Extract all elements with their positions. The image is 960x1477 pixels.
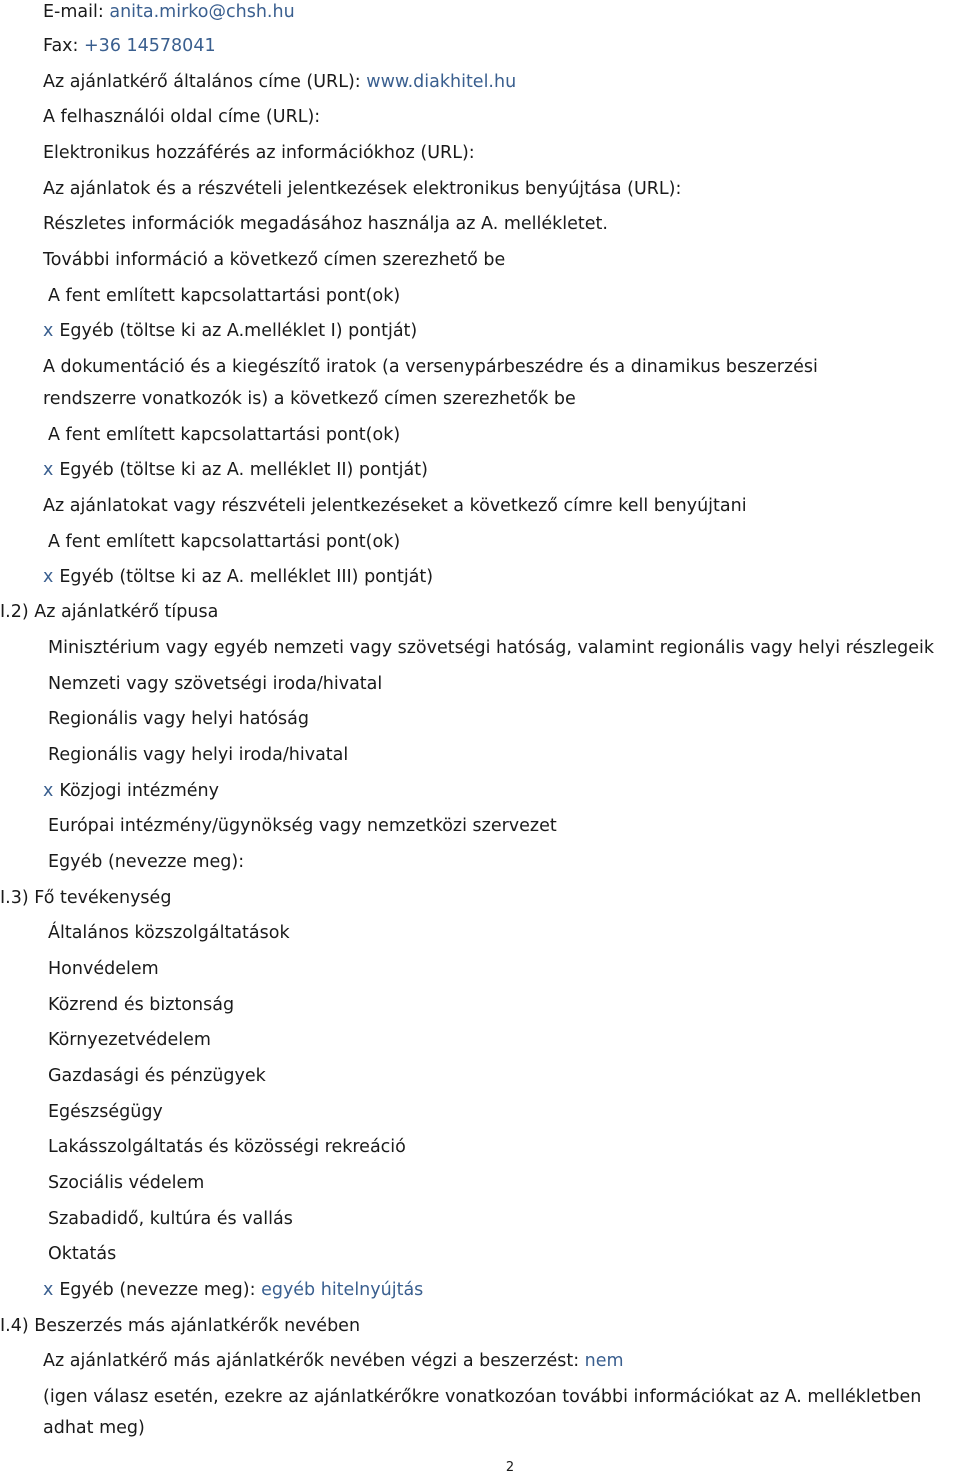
option-label: Egyéb (nevezze meg): bbox=[59, 1280, 256, 1300]
authority-type-option-selected bbox=[43, 779, 219, 803]
email-row bbox=[43, 0, 295, 24]
further-info-heading: További információ a következő címen szerezhető be bbox=[43, 250, 506, 270]
documents-heading-line2: rendszerre vonatkozók is) a következő címen szerezhetők be bbox=[43, 389, 576, 409]
authority-type-option: Regionális vagy helyi iroda/hivatal bbox=[48, 745, 349, 765]
activity-option: Közrend és biztonság bbox=[48, 995, 235, 1015]
selected-mark: x bbox=[43, 781, 54, 801]
activity-option: Gazdasági és pénzügyek bbox=[48, 1066, 266, 1086]
further-info-contact-option: A fent említett kapcsolattartási pont(ok) bbox=[48, 286, 401, 306]
section-1-2-title: I.2) Az ajánlatkérő típusa bbox=[0, 602, 219, 622]
selected-mark: x bbox=[43, 1280, 54, 1300]
general-url-link[interactable]: www.diakhitel.hu bbox=[366, 72, 517, 92]
behalf-question-row bbox=[43, 1349, 624, 1373]
activity-other-option bbox=[43, 1278, 423, 1302]
submission-heading: Az ajánlatokat vagy részvételi jelentkezéseket a következő címre kell benyújtani bbox=[43, 496, 747, 516]
activity-option: Egészségügy bbox=[48, 1102, 163, 1122]
selected-mark: x bbox=[43, 321, 54, 341]
further-info-other-option bbox=[43, 319, 417, 343]
section-1-3-title: I.3) Fő tevékenység bbox=[0, 888, 172, 908]
other-activity-value: egyéb hitelnyújtás bbox=[261, 1280, 424, 1300]
email-link[interactable]: anita.mirko@chsh.hu bbox=[109, 2, 295, 22]
access-url-label: Elektronikus hozzáférés az információkhoz (URL): bbox=[43, 143, 475, 163]
authority-type-option: Regionális vagy helyi hatóság bbox=[48, 709, 309, 729]
page-number: 2 bbox=[505, 1460, 515, 1475]
submission-contact-option: A fent említett kapcsolattartási pont(ok) bbox=[48, 532, 401, 552]
selected-mark: x bbox=[43, 567, 54, 587]
documents-other-option bbox=[43, 458, 428, 482]
buyer-url-label: A felhasználói oldal címe (URL): bbox=[43, 107, 321, 127]
behalf-note-line2: adhat meg) bbox=[43, 1418, 145, 1438]
section-1-4-title: I.4) Beszerzés más ajánlatkérők nevében bbox=[0, 1316, 361, 1336]
details-note: Részletes információk megadásához használja az A. mellékletet. bbox=[43, 214, 608, 234]
activity-option: Általános közszolgáltatások bbox=[48, 923, 290, 943]
behalf-answer: nem bbox=[584, 1351, 624, 1371]
behalf-note-line1: (igen válasz esetén, ezekre az ajánlatkérőkre vonatkozóan további információkat az A. mellékletben bbox=[43, 1387, 922, 1407]
authority-type-option: Európai intézmény/ügynökség vagy nemzetközi szervezet bbox=[48, 816, 557, 836]
option-label: Egyéb (töltse ki az A. melléklet III) pontját) bbox=[59, 567, 434, 587]
selected-mark: x bbox=[43, 460, 54, 480]
activity-option: Szociális védelem bbox=[48, 1173, 205, 1193]
fax-label: Fax: bbox=[43, 36, 79, 56]
activity-option: Szabadidő, kultúra és vallás bbox=[48, 1209, 293, 1229]
submission-other-option bbox=[43, 565, 433, 589]
activity-option: Környezetvédelem bbox=[48, 1030, 211, 1050]
activity-option: Lakásszolgáltatás és közösségi rekreáció bbox=[48, 1137, 406, 1157]
authority-type-option: Nemzeti vagy szövetségi iroda/hivatal bbox=[48, 674, 383, 694]
authority-type-option: Egyéb (nevezze meg): bbox=[48, 852, 245, 872]
option-label: Egyéb (töltse ki az A. melléklet II) pontját) bbox=[59, 460, 428, 480]
activity-option: Honvédelem bbox=[48, 959, 159, 979]
behalf-question-label: Az ajánlatkérő más ajánlatkérők nevében végzi a beszerzést: bbox=[43, 1351, 580, 1371]
option-label: Egyéb (töltse ki az A.melléklet I) pontját) bbox=[59, 321, 418, 341]
submission-url-label: Az ajánlatok és a részvételi jelentkezések elektronikus benyújtása (URL): bbox=[43, 179, 682, 199]
general-url-label: Az ajánlatkérő általános címe (URL): bbox=[43, 72, 361, 92]
fax-row bbox=[43, 34, 216, 58]
activity-option: Oktatás bbox=[48, 1244, 117, 1264]
documents-contact-option: A fent említett kapcsolattartási pont(ok) bbox=[48, 425, 401, 445]
documents-heading-line1: A dokumentáció és a kiegészítő iratok (a versenypárbeszédre és a dinamikus beszerzési bbox=[43, 357, 818, 377]
general-url-row bbox=[43, 70, 516, 94]
authority-type-option: Minisztérium vagy egyéb nemzeti vagy szövetségi hatóság, valamint regionális vagy helyi részlegeik bbox=[48, 638, 935, 658]
option-label: Közjogi intézmény bbox=[59, 781, 219, 801]
fax-value: +36 14578041 bbox=[84, 36, 216, 56]
email-label: E-mail: bbox=[43, 2, 104, 22]
